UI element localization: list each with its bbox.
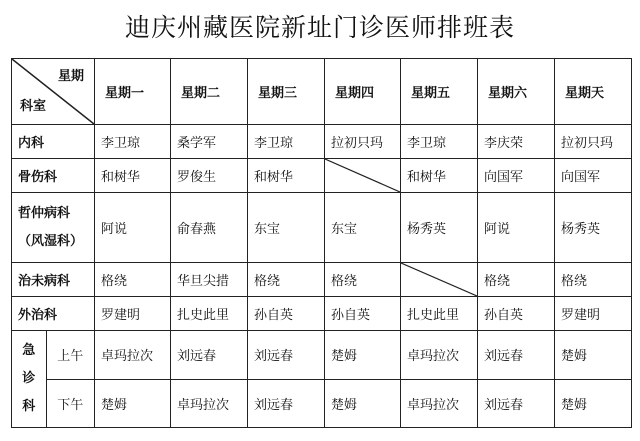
- day-header: 星期三: [248, 59, 325, 125]
- doctor-cell: 刘远春: [478, 331, 555, 380]
- header-row: [12, 59, 632, 125]
- doctor-cell: 阿说: [478, 193, 555, 263]
- doctor-cell: 罗俊生: [171, 159, 248, 193]
- schedule-table: [11, 58, 632, 428]
- doctor-cell: 拉初只玛: [325, 125, 401, 159]
- doctor-cell: 刘远春: [478, 379, 555, 428]
- corner-cell: [12, 59, 95, 125]
- doctor-cell: 格绕: [248, 263, 325, 297]
- day-header: 星期一: [95, 59, 171, 125]
- doctor-cell: 楚姆: [555, 331, 632, 380]
- corner-department-label: 科室: [20, 99, 47, 114]
- doctor-cell: 孙自英: [248, 297, 325, 331]
- day-header: 星期五: [401, 59, 478, 125]
- doctor-cell: 东宝: [248, 193, 325, 263]
- table-row: [12, 193, 632, 263]
- doctor-cell: 李卫琼: [248, 125, 325, 159]
- doctor-cell: 李卫琼: [95, 125, 171, 159]
- doctor-cell: 刘远春: [171, 331, 248, 380]
- department-label: 内科: [12, 125, 95, 159]
- doctor-cell: 卓玛拉次: [401, 331, 478, 380]
- doctor-cell: 和树华: [95, 159, 171, 193]
- doctor-cell: 格绕: [555, 263, 632, 297]
- page-title: 迪庆州藏医院新址门诊医师排班表: [124, 13, 515, 42]
- emergency-label-char: 诊: [22, 371, 36, 386]
- table-row: [12, 379, 632, 428]
- doctor-cell: 罗建明: [555, 297, 632, 331]
- doctor-cell: 李卫琼: [401, 125, 478, 159]
- doctor-cell: 卓玛拉次: [401, 379, 478, 428]
- corner-weekday-label: 星期: [57, 69, 84, 84]
- doctor-cell: 和树华: [248, 159, 325, 193]
- doctor-cell: 楚姆: [325, 379, 401, 428]
- doctor-cell: 罗建明: [95, 297, 171, 331]
- doctor-cell: 刘远春: [248, 379, 325, 428]
- doctor-cell: 华旦尖措: [171, 263, 248, 297]
- table-row: [12, 297, 632, 331]
- no-shift-cell: [325, 159, 401, 193]
- doctor-cell: 俞春燕: [171, 193, 248, 263]
- doctor-cell: 和树华: [401, 159, 478, 193]
- doctor-cell: 拉初只玛: [555, 125, 632, 159]
- day-header: 星期四: [325, 59, 401, 125]
- shift-label-morning: 上午: [46, 331, 94, 379]
- department-label: [12, 193, 95, 263]
- table-row: [12, 125, 632, 159]
- department-label: 治未病科: [12, 263, 95, 297]
- doctor-cell: 刘远春: [248, 331, 325, 380]
- doctor-cell: 杨秀英: [555, 193, 632, 263]
- doctor-cell: 格绕: [95, 263, 171, 297]
- doctor-cell: 格绕: [325, 263, 401, 297]
- doctor-cell: 扎史此里: [401, 297, 478, 331]
- doctor-cell: 阿说: [95, 193, 171, 263]
- emergency-label-char: 科: [22, 399, 36, 414]
- table-row: [12, 159, 632, 193]
- doctor-cell: 格绕: [478, 263, 555, 297]
- doctor-cell: 桑学军: [171, 125, 248, 159]
- department-label: 骨伤科: [12, 159, 95, 193]
- emergency-label-cell: [12, 331, 95, 428]
- doctor-cell: 向国军: [555, 159, 632, 193]
- doctor-cell: 孙自英: [325, 297, 401, 331]
- table-row: [12, 263, 632, 297]
- emergency-label-char: 急: [22, 343, 36, 358]
- doctor-cell: 楚姆: [95, 379, 171, 428]
- doctor-cell: 卓玛拉次: [171, 379, 248, 428]
- doctor-cell: 东宝: [325, 193, 401, 263]
- department-label: 外治科: [12, 297, 95, 331]
- shift-label-afternoon: 下午: [57, 397, 84, 413]
- doctor-cell: 孙自英: [478, 297, 555, 331]
- doctor-cell: 杨秀英: [401, 193, 478, 263]
- day-header: 星期二: [171, 59, 248, 125]
- doctor-cell: 向国军: [478, 159, 555, 193]
- day-header: 星期天: [555, 59, 632, 125]
- table-row: [12, 331, 632, 380]
- day-header: 星期六: [478, 59, 555, 125]
- department-label-line: （风湿科）: [18, 233, 84, 249]
- emergency-department-label: [12, 331, 46, 427]
- no-shift-cell: [401, 263, 478, 297]
- doctor-cell: 卓玛拉次: [95, 331, 171, 380]
- department-label-line: 哲仲病科: [18, 205, 71, 221]
- doctor-cell: 扎史此里: [171, 297, 248, 331]
- doctor-cell: 楚姆: [325, 331, 401, 380]
- doctor-cell: 李庆荣: [478, 125, 555, 159]
- doctor-cell: 楚姆: [555, 379, 632, 428]
